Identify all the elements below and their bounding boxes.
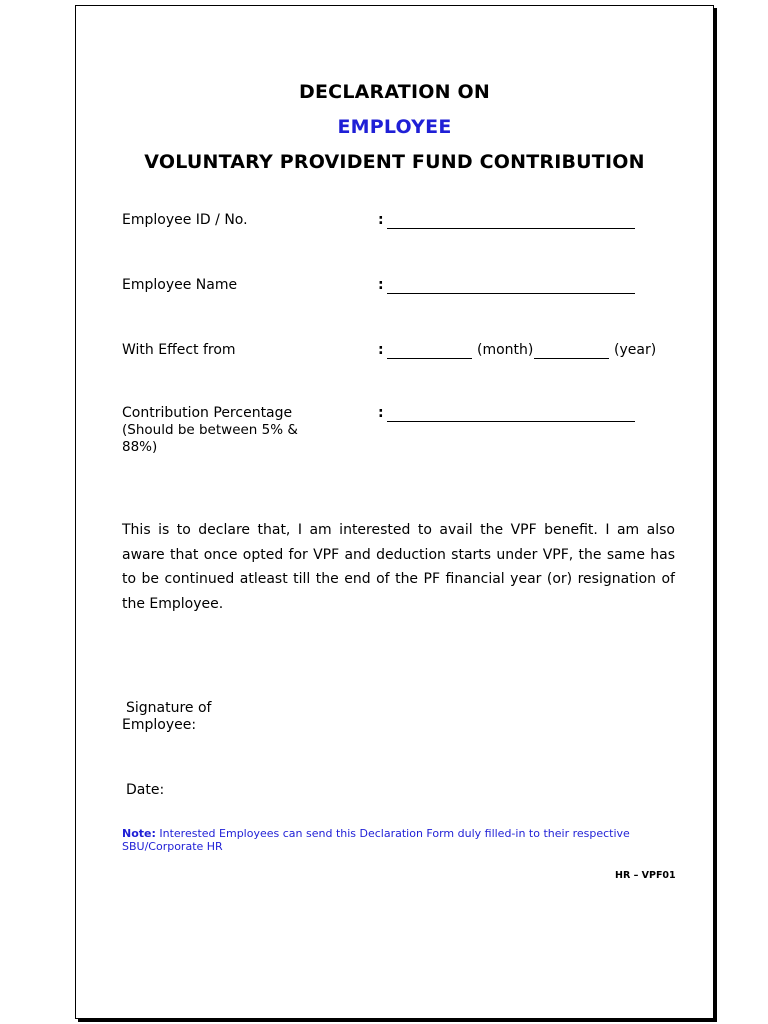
- month-field[interactable]: [387, 358, 472, 359]
- title-employee: EMPLOYEE: [337, 116, 452, 138]
- title-vpf: VOLUNTARY PROVIDENT FUND CONTRIBUTION: [144, 151, 645, 173]
- contribution-label: Contribution Percentage: [122, 405, 293, 421]
- colon: :: [378, 277, 384, 293]
- contribution-note: (Should be between 5% & 88%): [122, 422, 298, 455]
- title-declaration: DECLARATION ON: [299, 81, 490, 103]
- footer-note: [122, 827, 678, 853]
- signature-label: [122, 700, 211, 734]
- employee-name-field[interactable]: [387, 293, 635, 294]
- year-label: (year): [614, 342, 657, 358]
- effect-from-label: With Effect from: [122, 342, 236, 358]
- note-text: Interested Employees can send this Declaration Form duly filled-in to their respective SBU/Corporate HR: [122, 827, 630, 853]
- colon: :: [378, 405, 384, 421]
- document-page: [75, 5, 714, 1019]
- date-label: Date:: [126, 782, 165, 798]
- employee-name-label: Employee Name: [122, 277, 238, 293]
- colon: :: [378, 342, 384, 358]
- note-prefix: Note:: [122, 827, 156, 840]
- year-field[interactable]: [534, 358, 609, 359]
- form-code: HR – VPF01: [615, 870, 676, 881]
- contribution-field[interactable]: [387, 421, 635, 422]
- employee-id-field[interactable]: [387, 228, 635, 229]
- month-label: (month): [477, 342, 534, 358]
- signature-label-line2: Employee:: [122, 717, 197, 733]
- employee-id-label: Employee ID / No.: [122, 212, 248, 228]
- signature-label-line1: Signature of: [126, 700, 212, 716]
- declaration-text: This is to declare that, I am interested to avail the VPF benefit. I am also aware that once opted for VPF and deduction starts under VPF, the same has to be continued atleast till the end of the PF financial year (or) resignation of the Employee.: [122, 522, 675, 612]
- colon: :: [378, 212, 384, 228]
